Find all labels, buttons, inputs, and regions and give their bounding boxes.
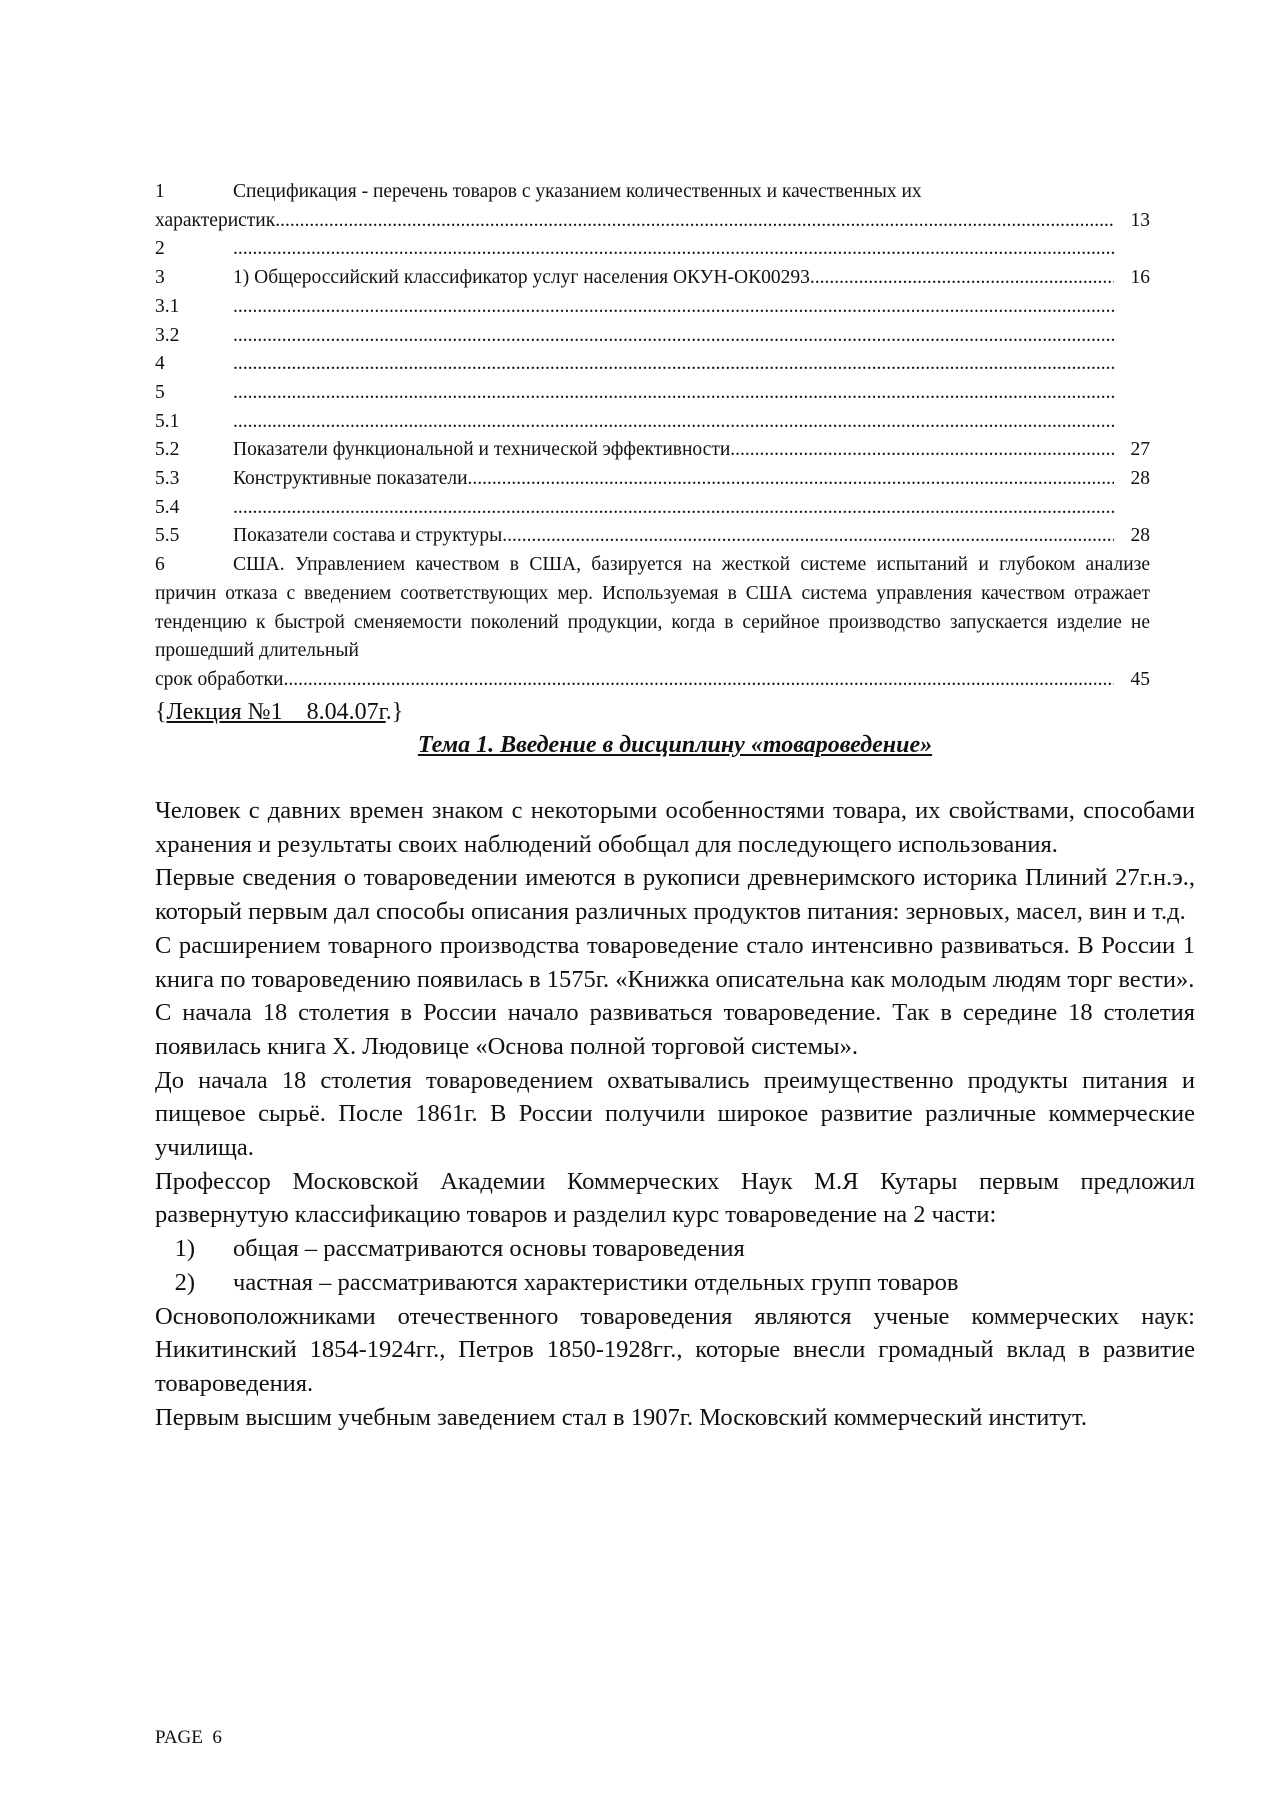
toc-number: 5.1 (155, 410, 180, 432)
paragraph: Первым высшим учебным заведением стал в 1907г. Московский коммерческий институт. (155, 1403, 1088, 1431)
toc-number: 3.2 (155, 324, 180, 346)
toc-entry[interactable] (155, 379, 1115, 408)
toc-entry[interactable] (155, 436, 1150, 465)
toc-entry[interactable] (155, 178, 1150, 235)
paragraph: С начала 18 столетия в России начало развиваться товароведение. Так в середине 18 столетия появилась книга Х. Людовице «Основа полной торговой системы». (155, 999, 1195, 1060)
toc-entry[interactable] (155, 322, 1115, 351)
toc-title: Показатели состава и структуры (233, 525, 503, 547)
toc-title: США. Управлением качеством в США, базируется на жесткой системе испытаний и глубоком анализе причин отказа с введением соответствующих мер. Используемая в США система управления качеством отражает тенденцию к быстрой сменяемости поколений продукции, когда в серийное производство запускается изделие не прошедший длительный (155, 554, 1150, 662)
document-body (155, 794, 1195, 1434)
lecture-header (155, 695, 403, 729)
list-number: 2) (174, 1268, 195, 1296)
toc-title: 1) Общероссийский классификатор услуг населения ОКУН-ОК00293 (233, 267, 810, 289)
list-number: 1) (174, 1235, 195, 1263)
toc-title: Показатели функциональной и технической эффективности (233, 439, 731, 461)
list-item (155, 1232, 1195, 1266)
toc-number: 5.5 (155, 525, 180, 547)
list-text: общая – рассматриваются основы товароведения (233, 1235, 745, 1263)
page-number-field: PAGE 6 (155, 1727, 222, 1748)
toc-page: 13 (1130, 209, 1150, 231)
toc-title-cont: характеристик (155, 209, 276, 231)
toc-entry[interactable] (155, 551, 1150, 695)
toc-number: 5 (155, 381, 165, 403)
toc-entry[interactable] (155, 350, 1115, 379)
toc-number: 2 (155, 238, 165, 260)
toc-number: 3 (155, 267, 165, 289)
toc-page: 28 (1130, 468, 1150, 490)
toc-entry[interactable] (155, 264, 1150, 293)
toc-entry[interactable] (155, 235, 1115, 264)
toc-page: 45 (1130, 668, 1150, 690)
toc-entry[interactable] (155, 293, 1115, 322)
toc-number: 5.4 (155, 496, 180, 518)
brace-close: .} (385, 699, 404, 725)
toc-entry[interactable] (155, 465, 1150, 494)
paragraph: Профессор Московской Академии Коммерческих Наук М.Я Кутары первым предложил развернутую классификацию товаров и разделил курс товароведение на 2 части: (155, 1167, 1195, 1229)
toc-number: 1 (155, 181, 165, 202)
toc-number: 5.3 (155, 468, 180, 490)
toc-entry[interactable] (155, 408, 1115, 437)
toc-page: 27 (1130, 439, 1150, 461)
toc-title-cont: срок обработки (155, 668, 284, 690)
toc-number: 6 (155, 554, 165, 576)
list-item (155, 1266, 1195, 1300)
list-text: частная – рассматриваются характеристики отдельных групп товаров (233, 1268, 959, 1296)
table-of-contents (155, 178, 1150, 695)
brace-open: { (155, 699, 167, 725)
toc-title: Спецификация - перечень товаров с указанием количественных и качественных их (233, 181, 922, 202)
toc-page: 28 (1130, 525, 1150, 547)
paragraph: Человек с давних времен знаком с некоторыми особенностями товара, их свойствами, способами хранения и результаты своих наблюдений обобщал для последующего использования. (155, 797, 1195, 858)
paragraph: Первые сведения о товароведении имеются в рукописи древнеримского историка Плиний 27г.н.э., который первым дал способы описания различных продуктов питания: зерновых, масел, вин и т.д. (155, 864, 1195, 926)
paragraph: Основоположниками отечественного товароведения являются ученые коммерческих наук: Никитинский 1854-1924гг., Петров 1850-1928гг., которые внесли громадный вклад в развитие товароведения. (155, 1302, 1195, 1397)
paragraph: До начала 18 столетия товароведением охватывались преимущественно продукты питания и пищевое сырьё. После 1861г. В России получили широкое развитие различные коммерческие училища. (155, 1066, 1195, 1162)
toc-entry[interactable] (155, 494, 1115, 523)
lecture-label: Лекция №1 8.04.07г (166, 699, 386, 725)
toc-page: 16 (1130, 267, 1150, 289)
topic-title: Тема 1. Введение в дисциплину «товароведение» (417, 732, 933, 758)
toc-title: Конструктивные показатели (233, 468, 468, 490)
toc-number: 4 (155, 353, 165, 375)
paragraph: С расширением товарного производства товароведение стало интенсивно развиваться. В России 1 книга по товароведению появилась в 1575г. «Книжка описательна как молодым людям торг вести». (155, 931, 1195, 993)
toc-number: 5.2 (155, 439, 180, 461)
toc-entry[interactable] (155, 522, 1150, 551)
toc-number: 3.1 (155, 295, 180, 317)
